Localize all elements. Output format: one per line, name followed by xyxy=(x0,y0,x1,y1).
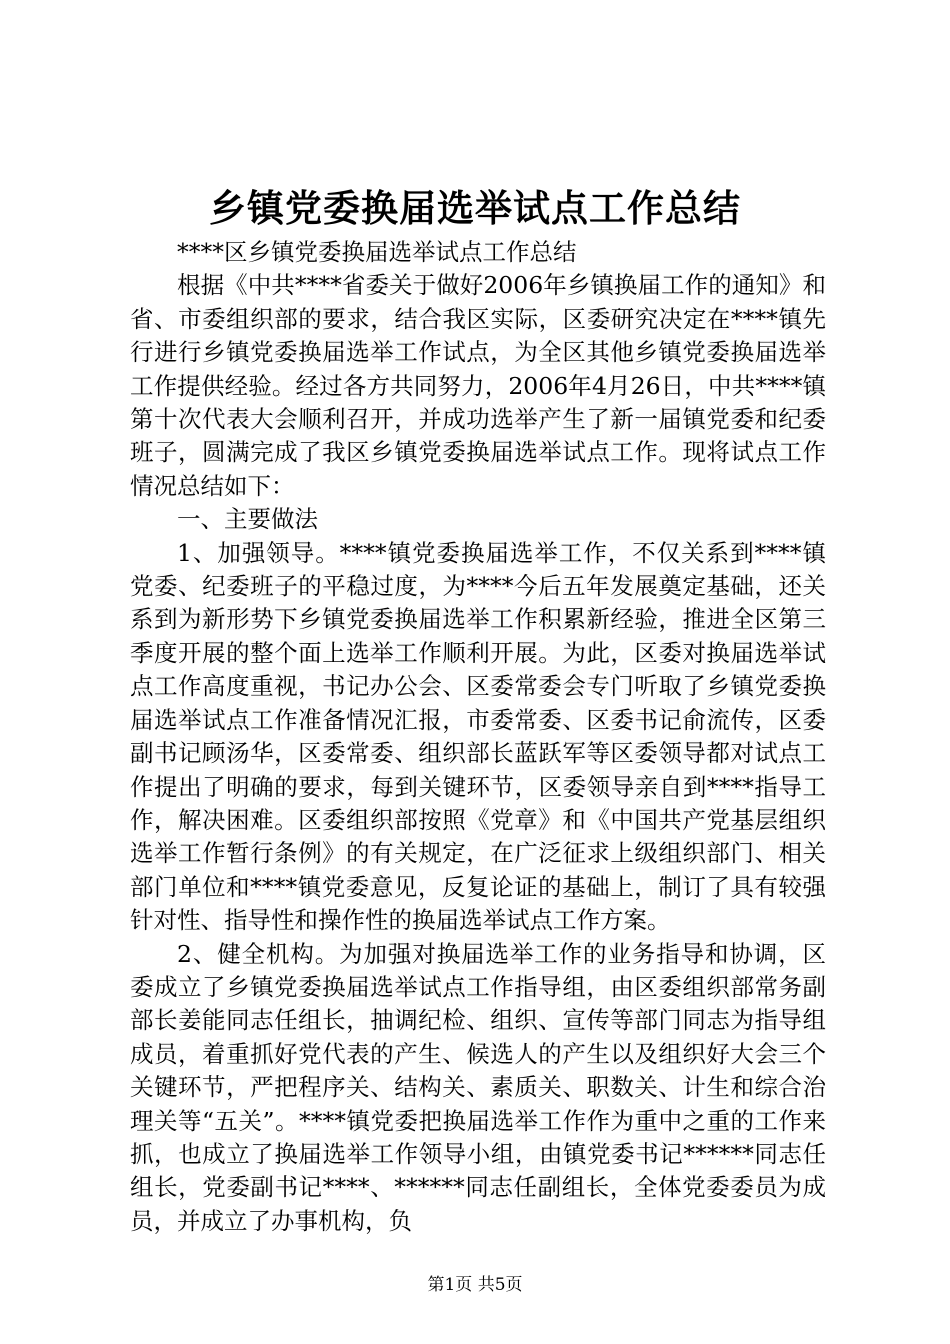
section-heading: 一、主要做法 xyxy=(177,505,318,534)
document-title: 乡镇党委换届选举试点工作总结 xyxy=(209,186,741,230)
document-subtitle: ****区乡镇党委换届选举试点工作总结 xyxy=(177,238,577,266)
paragraph-intro: 根据《中共****省委关于做好2006年乡镇换届工作的通知》和省、市委组织部的要求，结合我区实际，区委研究决定在****镇先行进行乡镇党委换届选举工作试点，为全区其他乡镇党委换届选举工作提供经验。经过各方共同努力，2006年4月26日，中共****镇第十次代表大会顺利召开，并成功选举产生了新一届镇党委和纪委班子，圆满完成了我区乡镇党委换届选举试点工作。现将试点工作情况总结如下： xyxy=(130,271,826,500)
document-body xyxy=(130,236,826,1238)
page-footer: 第1页 共5页 xyxy=(427,1275,523,1295)
paragraph-organization: 2、健全机构。为加强对换届选举工作的业务指导和协调，区委成立了乡镇党委换届选举试点工作指导组，由区委组织部常务副部长姜能同志任组长，抽调纪检、组织、宣传等部门同志为指导组成员，着重抓好党代表的产生、候选人的产生以及组织好大会三个关键环节，严把程序关、结构关、素质关、职数关、计生和综合治理关等“五关”。****镇党委把换届选举工作作为重中之重的工作来抓，也成立了换届选举工作领导小组，由镇党委书记******同志任组长，党委副书记****、******同志任副组长，全体党委委员为成员，并成立了办事机构，负 xyxy=(130,939,826,1235)
paragraph-leadership: 1、加强领导。****镇党委换届选举工作，不仅关系到****镇党委、纪委班子的平稳过度，为****今后五年发展奠定基础，还关系到为新形势下乡镇党委换届选举工作积累新经验，推进全区第三季度开展的整个面上选举工作顺利开展。为此，区委对换届选举试点工作高度重视，书记办公会、区委常委会专门听取了乡镇党委换届选举试点工作准备情况汇报，市委常委、区委书记俞流传，区委副书记顾汤华，区委常委、组织部长蓝跃军等区委领导都对试点工作提出了明确的要求，每到关键环节，区委领导亲自到****指导工作，解决困难。区委组织部按照《党章》和《中国共产党基层组织选举工作暂行条例》的有关规定，在广泛征求上级组织部门、相关部门单位和****镇党委意见，反复论证的基础上，制订了具有较强针对性、指导性和操作性的换届选举试点工作方案。 xyxy=(130,538,826,935)
